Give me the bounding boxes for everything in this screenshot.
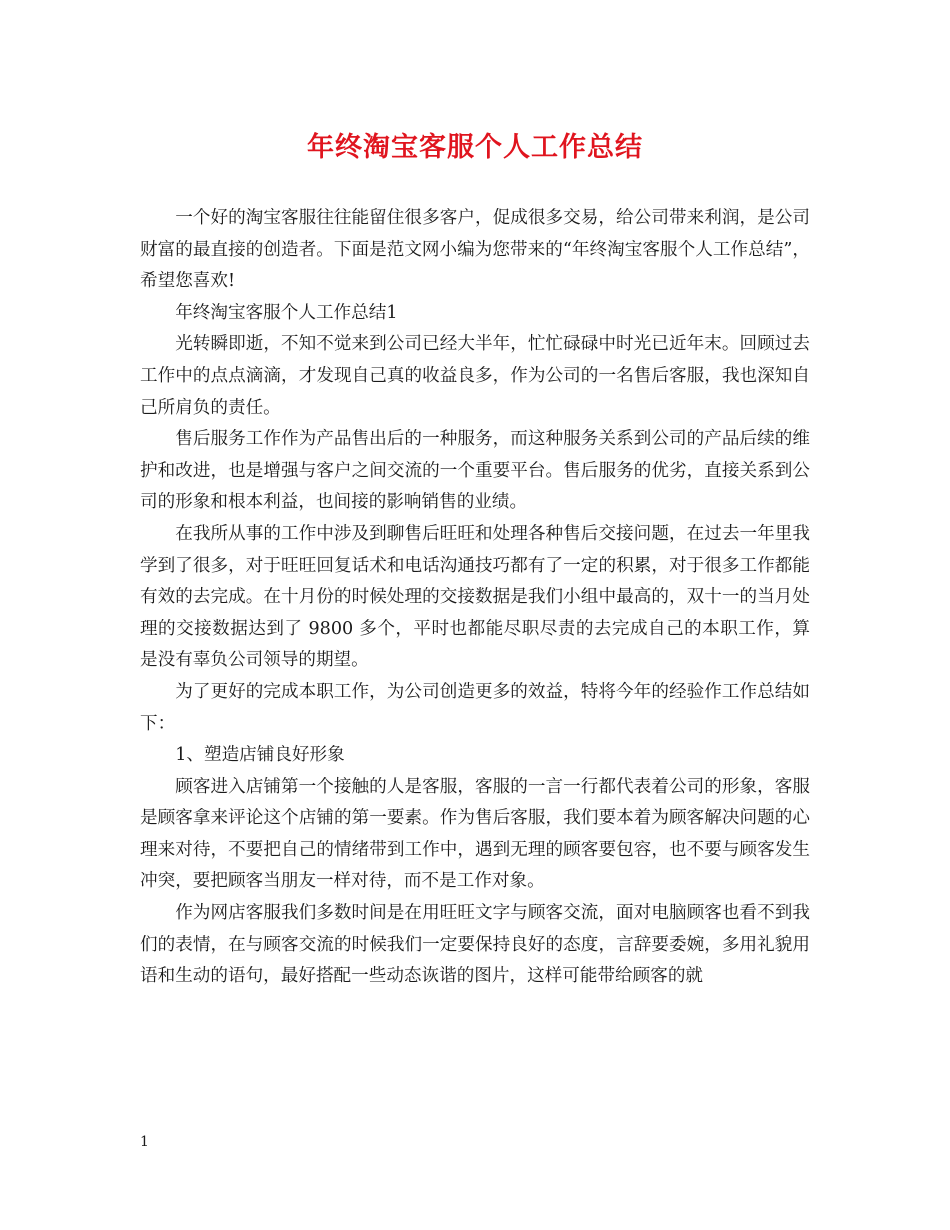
paragraph: 售后服务工作作为产品售出后的一种服务，而这种服务关系到公司的产品后续的维护和改进，也是增强与客户之间交流的一个重要平台。售后服务的优劣，直接关系到公司的形象和根本利益，也间接的影响销售的业绩。 [140,429,810,513]
paragraph: 为了更好的完成本职工作，为公司创造更多的效益，特将今年的经验作工作总结如下： [140,681,810,734]
page-number: 1 [140,1134,149,1150]
list-heading-1: 1、塑造店铺良好形象 [175,745,345,766]
paragraph: 在我所从事的工作中涉及到聊售后旺旺和处理各种售后交接问题，在过去一年里我学到了很多，对于旺旺回复话术和电话沟通技巧都有了一定的积累，对于很多工作都能有效的去完成。在十月份的时候处理的交接数据是我们小组中最高的，双十一的当月处理的交接数据达到了 9800 多个，平时也都能尽职尽责的去完成自己的本职工作，算是没有辜负公司领导的期望。 [140,523,810,671]
paragraph: 顾客进入店铺第一个接触的人是客服，客服的一言一行都代表着公司的形象，客服是顾客拿来评论这个店铺的第一要素。作为售后客服，我们要本着为顾客解决问题的心理来对待，不要把自己的情绪带到工作中，遇到无理的顾客要包容，也不要与顾客发生冲突，要把顾客当朋友一样对待，而不是工作对象。 [140,776,810,892]
paragraph-intro: 一个好的淘宝客服往往能留住很多客户，促成很多交易，给公司带来利润，是公司财富的最直接的创造者。下面是范文网小编为您带来的“年终淘宝客服个人工作总结”，希望您喜欢! [140,208,810,292]
paragraph: 作为网店客服我们多数时间是在用旺旺文字与顾客交流，面对电脑顾客也看不到我们的表情，在与顾客交流的时候我们一定要保持良好的态度，言辞要委婉，多用礼貌用语和生动的语句，最好搭配一些动态诙谐的图片，这样可能带给顾客的就 [140,903,810,987]
document-title: 年终淘宝客服个人工作总结 [307,132,643,163]
paragraph: 光转瞬即逝，不知不觉来到公司已经大半年，忙忙碌碌中时光已近年末。回顾过去工作中的点点滴滴，才发现自己真的收益良多，作为公司的一名售后客服，我也深知自己所肩负的责任。 [140,334,810,418]
document-body [140,203,810,993]
section-heading-1: 年终淘宝客服个人工作总结1 [175,302,398,323]
